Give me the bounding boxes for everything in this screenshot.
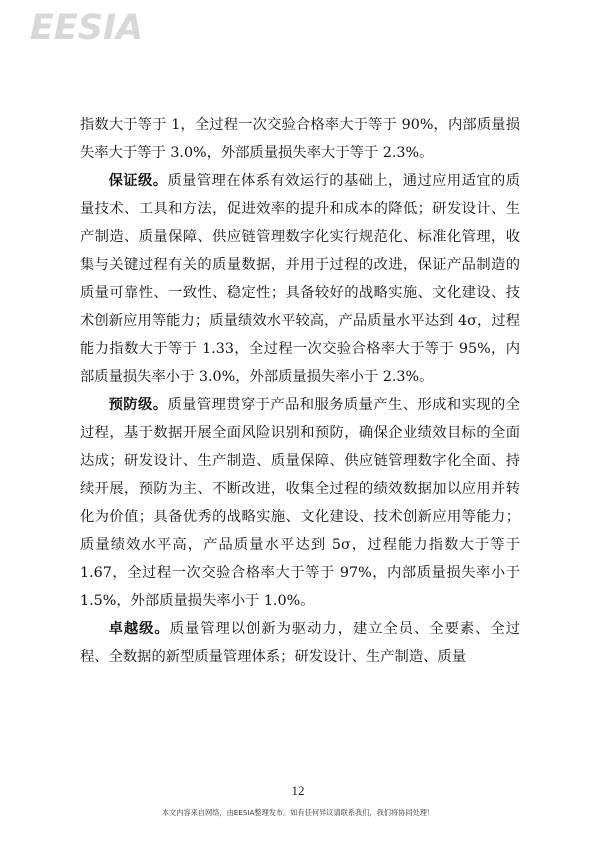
level-heading: 保证级。: [108, 173, 168, 189]
paragraph-text: 指数大于等于 1，全过程一次交验合格率大于等于 90%，内部质量损失率大于等于 3.0%，外部质量损失率大于等于 2.3%。: [80, 117, 520, 161]
level-heading: 预防级。: [108, 397, 168, 413]
page-number: 12: [291, 783, 305, 798]
paragraph-continuation: [80, 111, 520, 167]
paragraph-text: 质量管理贯穿于产品和服务质量产生、形成和实现的全过程，基于数据开展全面风险识别和预防，确保企业绩效目标的全面达成；研发设计、生产制造、质量保障、供应链管理数字化全面、持续开展，预防为主、不断改进，收集全过程的绩效数据加以应用并转化为价值；具备优秀的战略实施、文化建设、技术创新应用等能力；质量绩效水平高，产品质量水平达到 5σ，过程能力指数大于等于 1.67，全过程一次交验合格率大于等于 97%，内部质量损失率小于 1.5%，外部质量损失率小于 1.0%。: [80, 397, 521, 609]
paragraph-text: 质量管理在体系有效运行的基础上，通过应用适宜的质量技术、工具和方法，促进效率的提升和成本的降低；研发设计、生产制造、质量保障、供应链管理数字化实行规范化、标准化管理，收集与关键过程有关的质量数据，并用于过程的改进，保证产品制造的质量可靠性、一致性、稳定性；具备较好的战略实施、文化建设、技术创新应用等能力；质量绩效水平较高，产品质量水平达到 4σ，过程能力指数大于等于 1.33，全过程一次交验合格率大于等于 95%，内部质量损失率小于 3.0%，外部质量损失率小于 2.3%。: [80, 173, 521, 385]
document-body: [80, 111, 520, 671]
paragraph-excellence-level: [80, 615, 520, 671]
level-heading: 卓越级。: [108, 621, 170, 637]
paragraph-text: 质量管理以创新为驱动力，建立全员、全要素、全过程、全数据的新型质量管理体系；研发设计、生产制造、质量: [80, 621, 520, 665]
paragraph-assurance-level: [80, 167, 520, 391]
eesia-logo: EESIA: [30, 8, 144, 48]
paragraph-prevention-level: [80, 391, 520, 615]
footer-disclaimer: 本文内容来自网络，由EESIA整理发布。如有任何异议请联系我们，我们将协同处理！: [161, 808, 435, 817]
